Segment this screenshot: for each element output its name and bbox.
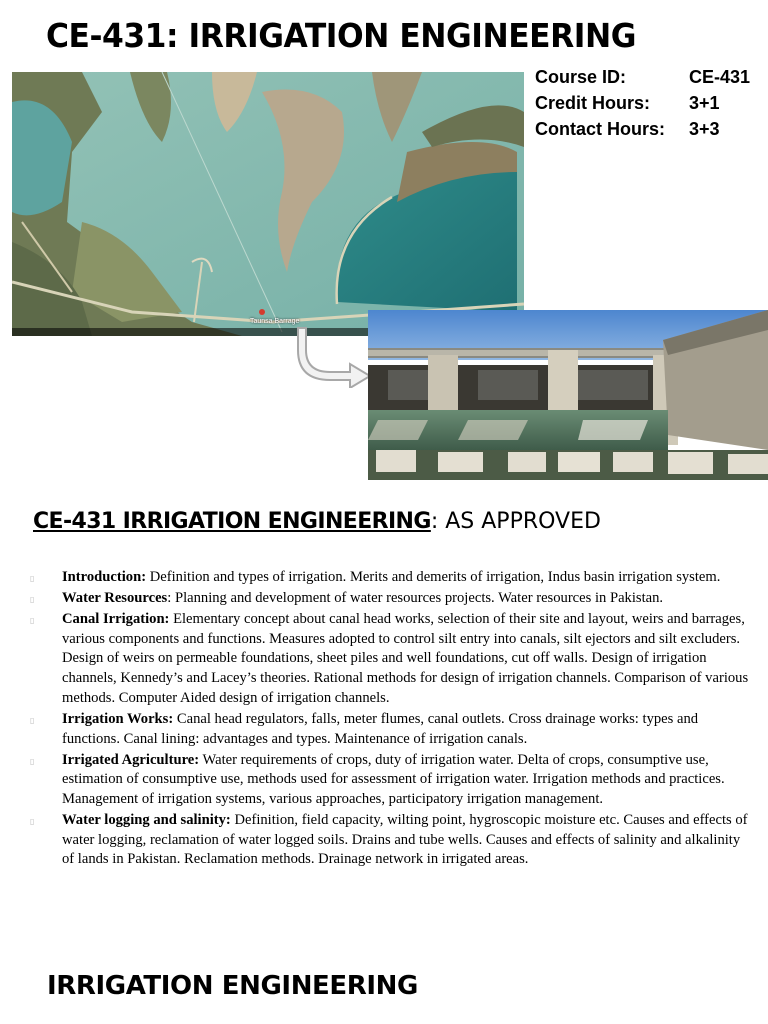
section-heading-suffix: : AS APPROVED bbox=[430, 509, 601, 534]
syllabus-item-text: Elementary concept about canal head works, selection of their site and layout, weirs and barrages, various components and functions. Measures adopted to control silt entry into canals, silt ejectors and silt excluders. Design of weirs on permeable foundations, sheet piles and well foundations, cut off walls. Design of irrigation channels, Kennedy’s and Lacey’s theories. Rational methods for design of irrigation channels. Comparison of various methods. Computer Aided design of irrigation channels. bbox=[62, 611, 749, 706]
syllabus-list bbox=[30, 568, 754, 871]
syllabus-item-irrigation-works bbox=[30, 710, 754, 749]
syllabus-item-head: Water logging and salinity: bbox=[62, 811, 231, 828]
syllabus-item-head: Introduction: bbox=[62, 569, 147, 585]
bullet-icon: ▯ bbox=[30, 756, 35, 766]
syllabus-item-text: : Planning and development of water resources projects. Water resources in Pakistan. bbox=[167, 590, 664, 606]
syllabus-item-water-logging bbox=[30, 811, 754, 870]
syllabus-item-irrigated-agriculture bbox=[30, 751, 754, 810]
syllabus-item-text: Definition and types of irrigation. Merits and demerits of irrigation, Indus basin irrigation system. bbox=[146, 569, 721, 585]
credit-hours-row bbox=[535, 90, 750, 116]
course-info bbox=[535, 64, 750, 142]
satellite-map-image bbox=[12, 72, 524, 336]
map-caption: Taunsa Barrage bbox=[250, 318, 300, 325]
section-heading bbox=[33, 504, 601, 539]
syllabus-item-text: Canal head regulators, falls, meter flumes, canal outlets. Cross drainage works: types and functions. Canal lining: advantages and types. Maintenance of irrigation canals. bbox=[62, 710, 699, 747]
syllabus-item-introduction bbox=[30, 568, 754, 588]
bullet-icon: ▯ bbox=[30, 616, 35, 625]
barrage-photo bbox=[368, 310, 768, 480]
bullet-icon: ▯ bbox=[30, 715, 35, 725]
satellite-map-graphic bbox=[12, 72, 524, 336]
contact-hours-label: Contact Hours: bbox=[535, 119, 665, 139]
bullet-icon: ▯ bbox=[30, 595, 35, 604]
credit-hours-value: 3+1 bbox=[689, 93, 720, 113]
contact-hours-value: 3+3 bbox=[689, 119, 720, 139]
section-heading-course: CE-431 IRRIGATION ENGINEERING bbox=[33, 509, 431, 534]
syllabus-item-head: Irrigation Works: bbox=[62, 710, 174, 727]
course-id-row bbox=[535, 64, 750, 90]
curved-arrow-icon bbox=[296, 326, 370, 393]
course-id-label: Course ID: bbox=[535, 67, 627, 87]
course-id-value: CE-431 bbox=[689, 67, 751, 87]
syllabus-item-head: Canal Irrigation: bbox=[62, 611, 170, 627]
syllabus-item-text: Definition, field capacity, wilting point, hygroscopic moisture etc. Causes and effects of water logging, reclamation of water logged soils. Drains and tube wells. Causes and effects of salinity and alkalinity of lands in Pakistan. Reclamation methods. Drainage network in irrigated areas. bbox=[62, 811, 748, 868]
page-title: CE-431: IRRIGATION ENGINEERING bbox=[46, 16, 636, 55]
syllabus-item-canal-irrigation bbox=[30, 610, 754, 709]
syllabus-item-water-resources bbox=[30, 589, 754, 609]
barrage-photo-graphic bbox=[368, 310, 768, 480]
bullet-icon: ▯ bbox=[30, 816, 35, 826]
syllabus-item-head: Water Resources bbox=[62, 590, 168, 606]
contact-hours-row bbox=[535, 116, 750, 142]
syllabus-item-text: Water requirements of crops, duty of irrigation water. Delta of crops, consumptive use, estimation of consumptive use, methods used for assessment of irrigation water. Irrigation methods and practices. Management of irrigation systems, various approaches, participatory irrigation management. bbox=[62, 751, 725, 807]
credit-hours-label: Credit Hours: bbox=[535, 93, 651, 113]
footer-heading: IRRIGATION ENGINEERING bbox=[47, 971, 418, 1001]
bullet-icon: ▯ bbox=[30, 574, 35, 583]
syllabus-item-head: Irrigated Agriculture: bbox=[62, 751, 200, 768]
